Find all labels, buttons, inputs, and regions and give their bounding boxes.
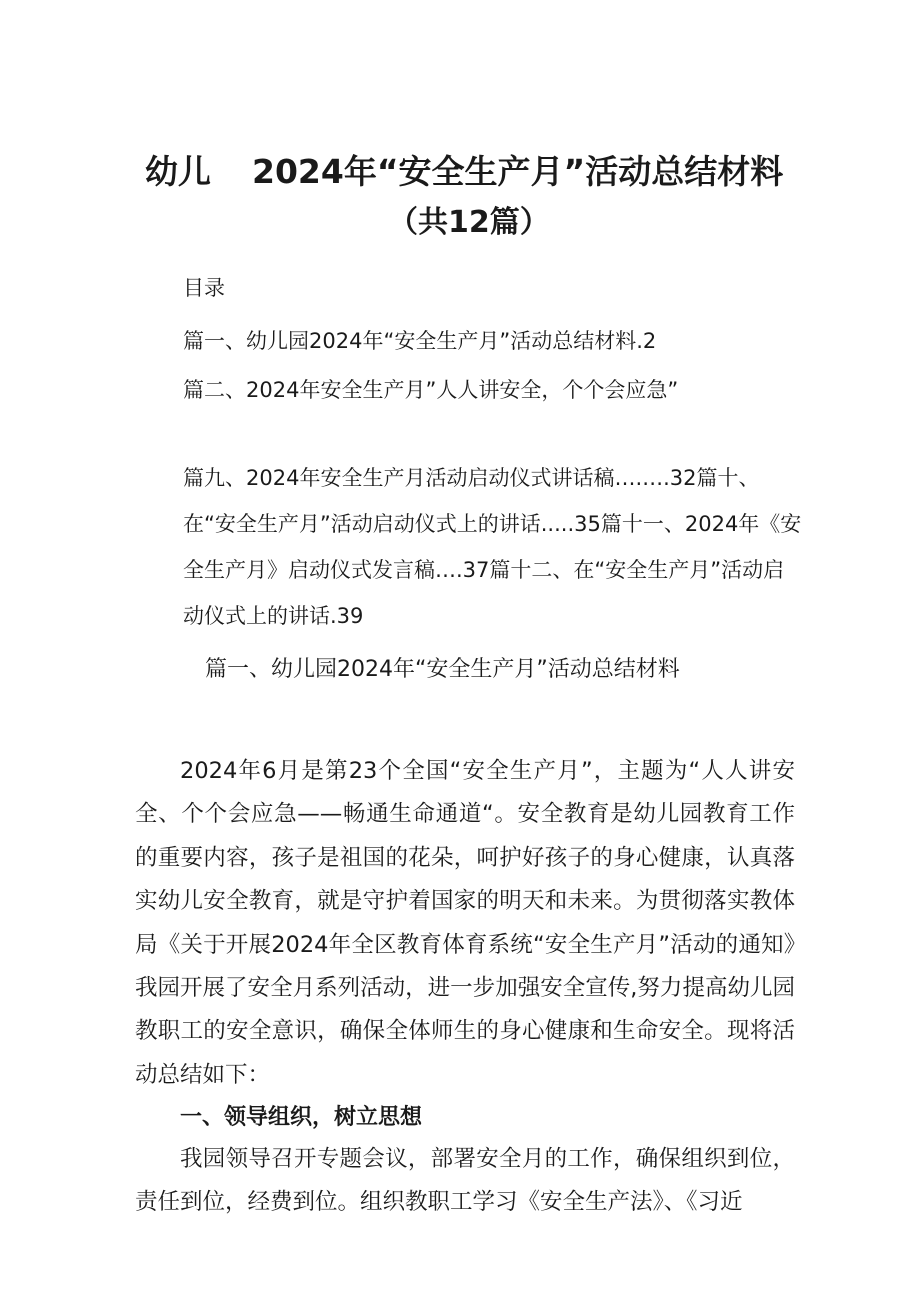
document-subtitle: （共12篇） (388, 205, 550, 240)
toc-entry-1[interactable]: 篇一、幼儿园2024年“安全生产月”活动总结材料.2 (183, 329, 657, 353)
body-paragraph-1: 2024年6月是第23个全国“安全生产月”，主题为“人人讲安全、个个会应急——畅通生命通道“。安全教育是幼儿园教育工作的重要内容，孩子是祖国的花朵，呵护好孩子的身心健康，认真落实幼儿安全教育，就是守护着国家的明天和未来。为贯彻落实教体局《关于开展2024年全区教育体育系统“安全生产月”活动的通知》我园开展了安全月系列活动，进一步加强安全宣传,努力提高幼儿园教职工的安全意识，确保全体师生的身心健康和生命安全。现将活动总结如下： (135, 758, 795, 1088)
section-title: 篇一、幼儿园2024年“安全生产月”活动总结材料 (205, 657, 680, 682)
toc-heading: 目录 (183, 276, 225, 300)
toc-entry-2[interactable]: 篇二、2024年安全生产月”人人讲安全，个个会应急” (183, 378, 679, 402)
body-paragraph-2: 我园领导召开专题会议，部署安全月的工作，确保组织到位，责任到位，经费到位。组织教职工学习《安全生产法》、《习近 (135, 1146, 795, 1216)
title-part-1: 幼儿 (145, 152, 211, 191)
section-heading-1: 一、领导组织，树立思想 (180, 1105, 423, 1130)
toc-entries-rest[interactable]: 篇九、2024年安全生产月活动启动仪式讲话稿….….32篇十、在“安全生产月”活动启动仪式上的讲话.....35篇十一、2024年《安全生产月》启动仪式发言稿….37篇十二、在“安全生产月”活动启动仪式上的讲话.39 (183, 466, 802, 628)
title-part-2: 2024年“安全生产月”活动总结材料 (252, 152, 784, 191)
